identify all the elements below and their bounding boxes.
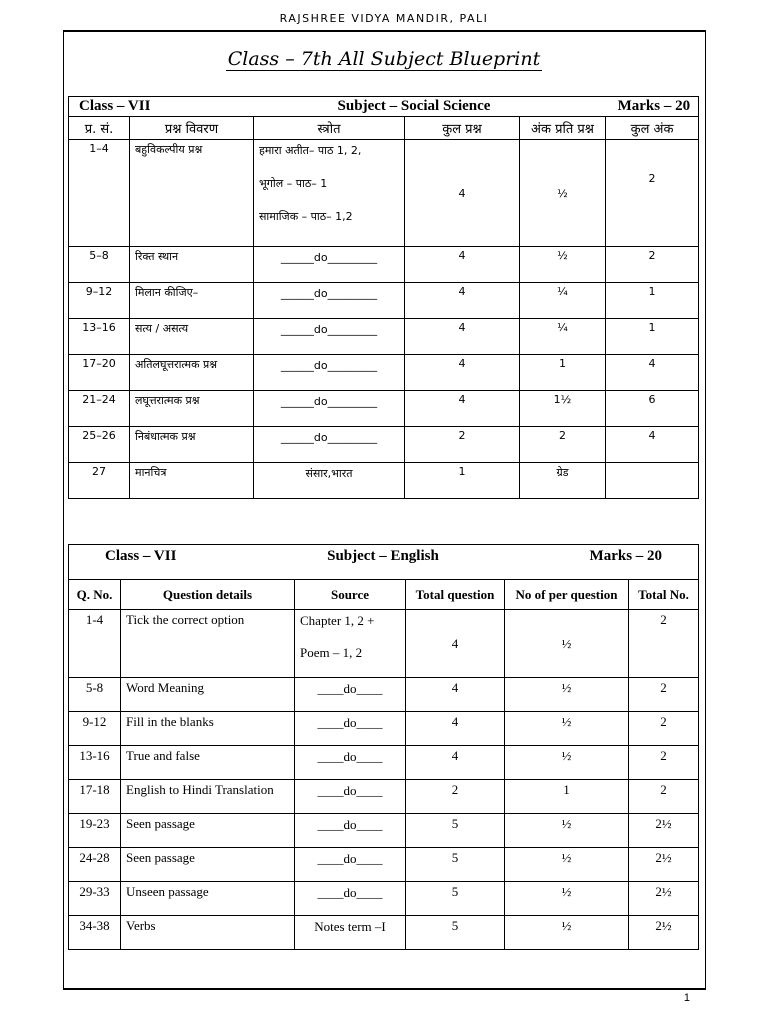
table-cell: 5–8	[69, 247, 130, 283]
table-cell: 6	[606, 391, 699, 427]
table-row	[69, 746, 699, 780]
source-line: ____do____	[317, 749, 383, 764]
source-line: ______do_________	[280, 323, 378, 336]
column-header: Total question	[406, 580, 505, 610]
table-cell: बहुविकल्पीय प्रश्न	[130, 140, 254, 247]
table-cell: 13-16	[69, 746, 121, 780]
table-row	[69, 283, 699, 319]
page-number: 1	[683, 992, 690, 1004]
source-cell	[254, 247, 405, 283]
table-row	[69, 247, 699, 283]
table-cell: Seen passage	[121, 814, 295, 848]
table-header-row	[69, 97, 699, 117]
table-cell: 24-28	[69, 848, 121, 882]
table-cell: 2	[606, 247, 699, 283]
table-row	[69, 319, 699, 355]
table-row	[69, 140, 699, 247]
table-cell: True and false	[121, 746, 295, 780]
table-row	[69, 848, 699, 882]
table-row	[69, 355, 699, 391]
source-line: ______do_________	[280, 251, 378, 264]
table-cell: 5	[406, 814, 505, 848]
source-cell	[295, 848, 406, 882]
table-cell: 29-33	[69, 882, 121, 916]
table-cell: ग्रेड	[520, 463, 606, 499]
table-cell: 5-8	[69, 678, 121, 712]
table-cell: 4	[405, 140, 520, 247]
table-cell: Seen passage	[121, 848, 295, 882]
table-cell: सत्य / असत्य	[130, 319, 254, 355]
table-cell: मानचित्र	[130, 463, 254, 499]
table-cell: Verbs	[121, 916, 295, 950]
document-title: Class – 7th All Subject Blueprint	[227, 48, 541, 70]
class-label: Class – VII	[105, 548, 177, 564]
class-label: Class – VII	[79, 98, 151, 114]
table-cell: Fill in the blanks	[121, 712, 295, 746]
table-body	[69, 140, 699, 499]
table-cell: 21–24	[69, 391, 130, 427]
table-cell: ½	[505, 610, 629, 678]
column-header: Question details	[121, 580, 295, 610]
table-cell: English to Hindi Translation	[121, 780, 295, 814]
table-cell: Unseen passage	[121, 882, 295, 916]
table-cell: 17–20	[69, 355, 130, 391]
table-cell	[606, 463, 699, 499]
table-cell: 4	[606, 355, 699, 391]
source-cell	[295, 678, 406, 712]
table-cell: लघूत्तरात्मक प्रश्न	[130, 391, 254, 427]
table-cell: अतिलघूत्तरात्मक प्रश्न	[130, 355, 254, 391]
table-cell: 34-38	[69, 916, 121, 950]
table-row	[69, 427, 699, 463]
table-cell: 2½	[629, 882, 699, 916]
marks-label: Marks – 20	[589, 548, 663, 564]
table-cell: Tick the correct option	[121, 610, 295, 678]
source-cell	[254, 319, 405, 355]
table-cell: Word Meaning	[121, 678, 295, 712]
source-line: संसार,भारत	[305, 467, 353, 480]
table-cell: 9–12	[69, 283, 130, 319]
table-header-row	[69, 545, 699, 580]
school-name: RAJSHREE VIDYA MANDIR, PALI	[279, 12, 489, 25]
source-cell	[254, 140, 405, 247]
table-row	[69, 678, 699, 712]
table-cell: 1-4	[69, 610, 121, 678]
social-science-table	[68, 96, 699, 499]
source-line: भूगोल – पाठ– 1	[259, 177, 328, 190]
table-cell: 1–4	[69, 140, 130, 247]
table-row	[69, 463, 699, 499]
table-cell: 2	[406, 780, 505, 814]
table-cell: 17-18	[69, 780, 121, 814]
column-header: कुल अंक	[606, 117, 699, 140]
table-cell: 2	[629, 780, 699, 814]
table-cell: निबंधात्मक प्रश्न	[130, 427, 254, 463]
table-cell: ¼	[520, 319, 606, 355]
source-cell	[295, 610, 406, 678]
source-line: ______do_________	[280, 395, 378, 408]
table-cell: 1	[405, 463, 520, 499]
source-line: हमारा अतीत– पाठ 1, 2,	[259, 144, 362, 157]
source-line: सामाजिक – पाठ– 1,2	[259, 210, 353, 223]
column-header: Source	[295, 580, 406, 610]
table-cell: 5	[406, 916, 505, 950]
source-cell	[254, 463, 405, 499]
source-cell	[295, 916, 406, 950]
source-line: ____do____	[317, 885, 383, 900]
table-cell: 5	[406, 848, 505, 882]
column-header: No of per question	[505, 580, 629, 610]
source-cell	[295, 712, 406, 746]
table-cell: 9-12	[69, 712, 121, 746]
source-cell	[295, 780, 406, 814]
table-cell: 4	[405, 319, 520, 355]
source-cell	[295, 882, 406, 916]
table-row	[69, 391, 699, 427]
table-row	[69, 814, 699, 848]
table-cell: 4	[405, 283, 520, 319]
table-cell: ½	[520, 140, 606, 247]
column-header: स्त्रोत	[254, 117, 405, 140]
column-header: प्र. सं.	[69, 117, 130, 140]
table-cell: 27	[69, 463, 130, 499]
source-line: Chapter 1, 2 +	[300, 613, 375, 628]
table-cell: ½	[505, 678, 629, 712]
table-cell: ½	[505, 814, 629, 848]
source-line: ____do____	[317, 681, 383, 696]
table-cell: 4	[405, 391, 520, 427]
column-header: अंक प्रति प्रश्न	[520, 117, 606, 140]
source-line: ______do_________	[280, 431, 378, 444]
table-cell: 1	[606, 283, 699, 319]
table-cell: ½	[505, 848, 629, 882]
english-table	[68, 544, 699, 950]
table-cell: 4	[606, 427, 699, 463]
table-cell: 1	[505, 780, 629, 814]
table-cell: ½	[505, 746, 629, 780]
column-header: Q. No.	[69, 580, 121, 610]
table-cell: 1	[606, 319, 699, 355]
table-cell: ½	[505, 916, 629, 950]
table-cell: ¼	[520, 283, 606, 319]
table-cell: रिक्त स्थान	[130, 247, 254, 283]
source-cell	[254, 391, 405, 427]
source-line: ____do____	[317, 817, 383, 832]
table-cell: 2½	[629, 814, 699, 848]
table-cell: 4	[406, 712, 505, 746]
table-cell: 2	[629, 746, 699, 780]
table-cell: 2	[520, 427, 606, 463]
subject-label: Subject – English	[327, 548, 439, 564]
table-row	[69, 712, 699, 746]
table-cell: 4	[405, 355, 520, 391]
source-line: ______do_________	[280, 359, 378, 372]
column-header: कुल प्रश्न	[405, 117, 520, 140]
table-cell: 1½	[520, 391, 606, 427]
table-cell: 25–26	[69, 427, 130, 463]
source-cell	[295, 746, 406, 780]
column-header-row	[69, 117, 699, 140]
table-cell: 1	[520, 355, 606, 391]
table-cell: 2	[629, 678, 699, 712]
source-line: Notes term –I	[314, 919, 386, 934]
subject-label: Subject – Social Science	[337, 98, 491, 114]
table-body	[69, 610, 699, 950]
source-line: ______do_________	[280, 287, 378, 300]
table-cell: 2	[629, 610, 699, 678]
table-row	[69, 916, 699, 950]
table-cell: ½	[505, 712, 629, 746]
source-cell	[254, 427, 405, 463]
table-row	[69, 882, 699, 916]
marks-label: Marks – 20	[617, 98, 691, 114]
table-cell: ½	[520, 247, 606, 283]
source-line: ____do____	[317, 851, 383, 866]
column-header-row	[69, 580, 699, 610]
table-cell: 2½	[629, 848, 699, 882]
source-line: ____do____	[317, 715, 383, 730]
table-cell: 13–16	[69, 319, 130, 355]
source-cell	[254, 355, 405, 391]
table-cell: 2	[405, 427, 520, 463]
source-cell	[254, 283, 405, 319]
table-row	[69, 780, 699, 814]
table-cell: 4	[406, 678, 505, 712]
table-cell: 4	[406, 746, 505, 780]
table-cell: ½	[505, 882, 629, 916]
column-header: Total No.	[629, 580, 699, 610]
source-line: ____do____	[317, 783, 383, 798]
column-header: प्रश्न विवरण	[130, 117, 254, 140]
source-cell	[295, 814, 406, 848]
table-cell: मिलान कीजिए–	[130, 283, 254, 319]
table-cell: 2	[606, 140, 699, 247]
table-row	[69, 610, 699, 678]
table-cell: 4	[405, 247, 520, 283]
table-cell: 5	[406, 882, 505, 916]
table-cell: 4	[406, 610, 505, 678]
table-cell: 2	[629, 712, 699, 746]
source-line: Poem – 1, 2	[300, 645, 363, 660]
table-cell: 19-23	[69, 814, 121, 848]
table-cell: 2½	[629, 916, 699, 950]
